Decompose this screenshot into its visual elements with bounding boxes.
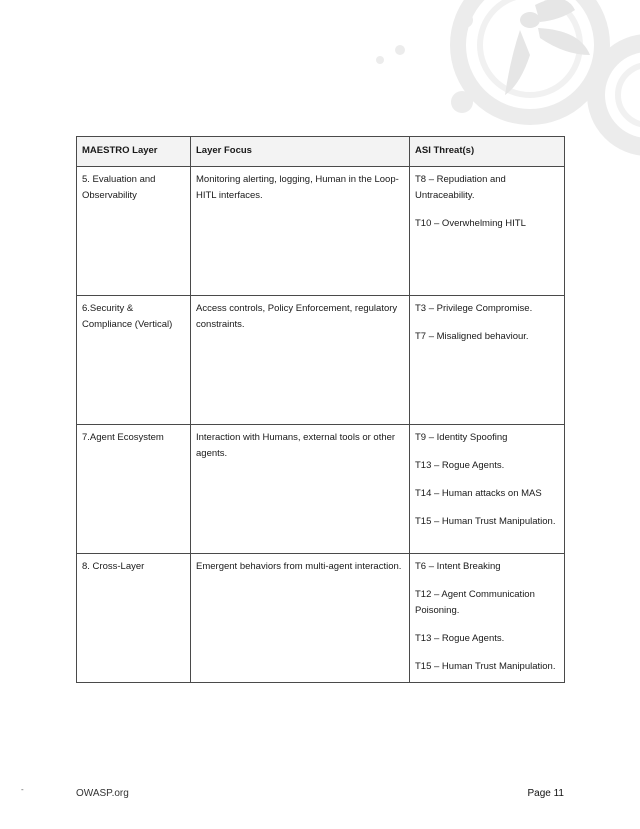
page-number: Page 11 [527,788,564,799]
focus-cell: Access controls, Policy Enforcement, regulatory constraints. [191,296,410,425]
threat-item: T12 – Agent Communication Poisoning. [415,589,535,616]
table-row [77,167,565,296]
threat-item: T15 – Human Trust Manipulation. [415,516,556,527]
threat-item: T13 – Rogue Agents. [415,460,505,471]
layer-cell: 5. Evaluation and Observability [77,167,191,296]
layer-cell: 7.Agent Ecosystem [77,425,191,554]
table-header-row [77,137,565,167]
threat-item: T8 – Repudiation and Untraceability. [415,174,506,201]
footer-dash: - [21,785,24,794]
threat-item: T15 – Human Trust Manipulation. [415,661,556,672]
threat-item: T10 – Overwhelming HITL [415,218,526,229]
threats-cell [410,296,565,425]
column-header-asi-threats: ASI Threat(s) [410,137,565,167]
table-row [77,296,565,425]
threat-item: T9 – Identity Spoofing [415,432,508,443]
table-row [77,554,565,683]
focus-cell: Interaction with Humans, external tools or other agents. [191,425,410,554]
threat-item: T7 – Misaligned behaviour. [415,331,529,342]
layer-cell: 8. Cross-Layer [77,554,191,683]
maestro-threat-table [76,136,565,683]
threats-cell [410,425,565,554]
column-header-layer-focus: Layer Focus [191,137,410,167]
column-header-maestro-layer: MAESTRO Layer [77,137,191,167]
threat-item: T14 – Human attacks on MAS [415,488,542,499]
threat-item: T3 – Privilege Compromise. [415,303,533,314]
focus-cell: Monitoring alerting, logging, Human in the Loop-HITL interfaces. [191,167,410,296]
layer-cell: 6.Security & Compliance (Vertical) [77,296,191,425]
threat-item: T13 – Rogue Agents. [415,633,505,644]
threat-item: T6 – Intent Breaking [415,561,501,572]
threats-cell [410,167,565,296]
table-row [77,425,565,554]
focus-cell: Emergent behaviors from multi-agent interaction. [191,554,410,683]
threats-cell [410,554,565,683]
footer-site-link[interactable]: OWASP.org [76,788,129,799]
